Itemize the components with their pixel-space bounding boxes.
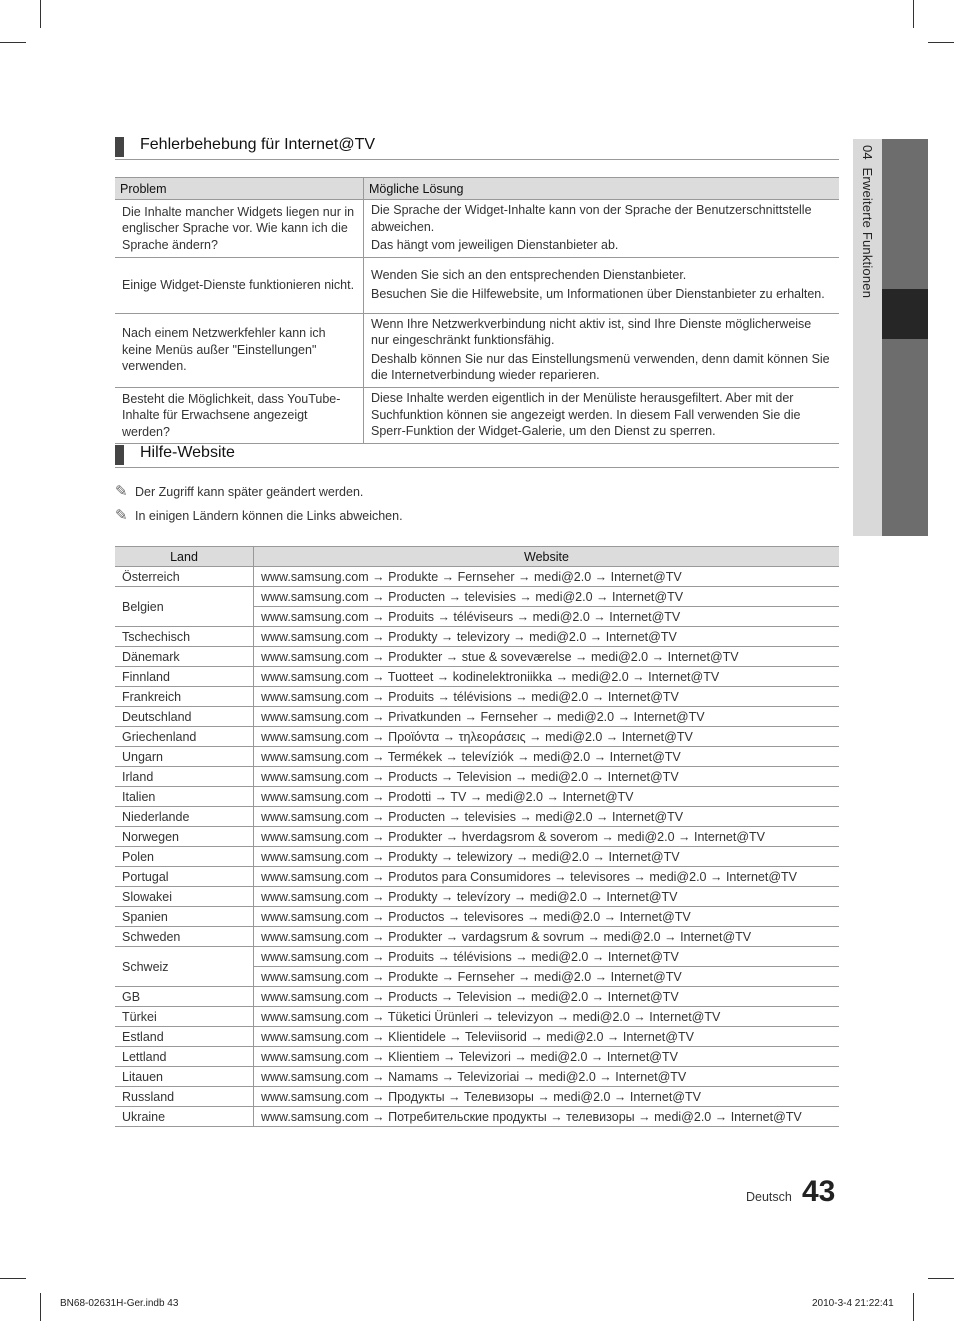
solution-cell bbox=[364, 313, 840, 387]
troubleshooting-table bbox=[115, 177, 839, 444]
website-path-cell: www.samsung.com → Klientidele → Televiisorid → medi@2.0 → Internet@TV bbox=[254, 1027, 840, 1047]
solution-text: Wenden Sie sich an den entsprechenden Dienstanbieter. bbox=[371, 268, 687, 282]
country-cell: GB bbox=[115, 987, 254, 1007]
website-path-cell: www.samsung.com → Produkte → Fernseher → medi@2.0 → Internet@TV bbox=[254, 567, 840, 587]
section-title: Fehlerbehebung für Internet@TV bbox=[140, 136, 376, 153]
section-title: Hilfe-Website bbox=[140, 444, 235, 461]
table-header-row bbox=[115, 547, 839, 567]
table-row bbox=[115, 587, 839, 607]
website-path-cell: www.samsung.com → Produits → télévisions → medi@2.0 → Internet@TV bbox=[254, 947, 840, 967]
solution-text: Besuchen Sie die Hilfewebsite, um Informationen über Dienstanbieter zu erhalten. bbox=[371, 286, 825, 301]
solution-text: Wenn Ihre Netzwerkverbindung nicht aktiv ist, sind Ihre Dienste möglicherweise nur eingeschränkt funktionsfähig. bbox=[371, 316, 812, 347]
website-path-cell: www.samsung.com → Produits → télévisions → medi@2.0 → Internet@TV bbox=[254, 687, 840, 707]
table-row bbox=[115, 707, 839, 727]
crop-mark bbox=[913, 0, 914, 28]
table-row bbox=[115, 847, 839, 867]
country-cell: Niederlande bbox=[115, 807, 254, 827]
country-cell: Italien bbox=[115, 787, 254, 807]
section-heading-help-website bbox=[115, 445, 839, 468]
chapter-side-tab bbox=[853, 139, 954, 536]
chapter-number: 04 bbox=[860, 145, 875, 160]
website-path-cell: www.samsung.com → Products → Television → medi@2.0 → Internet@TV bbox=[254, 767, 840, 787]
heading-bar bbox=[115, 445, 124, 465]
table-row bbox=[115, 787, 839, 807]
website-path-cell: www.samsung.com → Produkty → televízory → medi@2.0 → Internet@TV bbox=[254, 887, 840, 907]
table-row bbox=[115, 1007, 839, 1027]
table-row bbox=[115, 947, 839, 967]
crop-mark bbox=[913, 1293, 914, 1321]
website-path-cell: www.samsung.com → Products → Television → medi@2.0 → Internet@TV bbox=[254, 987, 840, 1007]
solution-text: Das hängt vom jeweiligen Dienstanbieter ab. bbox=[371, 238, 619, 252]
country-cell: Tschechisch bbox=[115, 627, 254, 647]
crop-mark bbox=[0, 1278, 26, 1279]
help-websites-table bbox=[115, 546, 839, 1127]
table-row bbox=[115, 807, 839, 827]
website-path-cell: www.samsung.com → Privatkunden → Fernseher → medi@2.0 → Internet@TV bbox=[254, 707, 840, 727]
table-row bbox=[115, 1087, 839, 1107]
website-path-cell: www.samsung.com → Produkte → Fernseher → medi@2.0 → Internet@TV bbox=[254, 967, 840, 987]
solution-cell bbox=[364, 200, 840, 258]
problem-cell: Nach einem Netzwerkfehler kann ich keine Menüs außer "Einstellungen" verwenden. bbox=[115, 313, 364, 387]
note-text: In einigen Ländern können die Links abweichen. bbox=[135, 509, 403, 523]
website-path-cell: www.samsung.com → Klientiem → Televizori → medi@2.0 → Internet@TV bbox=[254, 1047, 840, 1067]
table-row bbox=[115, 827, 839, 847]
country-cell: Norwegen bbox=[115, 827, 254, 847]
website-path-cell: www.samsung.com → Termékek → televíziók → medi@2.0 → Internet@TV bbox=[254, 747, 840, 767]
solution-text: Die Sprache der Widget-Inhalte kann von der Sprache der Benutzerschnittstelle abweichen. bbox=[371, 203, 812, 234]
note-text: Der Zugriff kann später geändert werden. bbox=[135, 485, 364, 499]
website-path-cell: www.samsung.com → Produtos para Consumidores → televisores → medi@2.0 → Internet@TV bbox=[254, 867, 840, 887]
website-path-cell: www.samsung.com → Produkter → vardagsrum & sovrum → medi@2.0 → Internet@TV bbox=[254, 927, 840, 947]
country-cell: Ukraine bbox=[115, 1107, 254, 1127]
chapter-title: Erweiterte Funktionen bbox=[860, 167, 875, 299]
column-header-country: Land bbox=[115, 547, 254, 567]
table-row bbox=[115, 907, 839, 927]
website-path-cell: www.samsung.com → Producten → televisies → medi@2.0 → Internet@TV bbox=[254, 807, 840, 827]
crop-mark bbox=[0, 42, 26, 43]
column-header-solution: Mögliche Lösung bbox=[364, 178, 840, 200]
table-row bbox=[115, 387, 839, 444]
chapter-label bbox=[860, 145, 875, 298]
table-row bbox=[115, 1067, 839, 1087]
table-row bbox=[115, 627, 839, 647]
country-cell: Belgien bbox=[115, 587, 254, 627]
table-row bbox=[115, 867, 839, 887]
country-cell: Österreich bbox=[115, 567, 254, 587]
country-cell: Slowakei bbox=[115, 887, 254, 907]
note bbox=[115, 506, 403, 524]
website-rows bbox=[115, 567, 839, 1127]
website-path-cell: www.samsung.com → Продукты → Телевизоры → medi@2.0 → Internet@TV bbox=[254, 1087, 840, 1107]
country-cell: Frankreich bbox=[115, 687, 254, 707]
table-row bbox=[115, 887, 839, 907]
country-cell: Spanien bbox=[115, 907, 254, 927]
crop-mark bbox=[40, 0, 41, 28]
country-cell: Irland bbox=[115, 767, 254, 787]
website-path-cell: www.samsung.com → Prodotti → TV → medi@2.0 → Internet@TV bbox=[254, 787, 840, 807]
problem-cell: Einige Widget-Dienste funktionieren nicht. bbox=[115, 257, 364, 313]
website-path-cell: www.samsung.com → Namams → Televizoriai → medi@2.0 → Internet@TV bbox=[254, 1067, 840, 1087]
table-row bbox=[115, 687, 839, 707]
website-path-cell: www.samsung.com → Потребительские продукты → телевизоры → medi@2.0 → Internet@TV bbox=[254, 1107, 840, 1127]
country-cell: Dänemark bbox=[115, 647, 254, 667]
country-cell: Lettland bbox=[115, 1047, 254, 1067]
website-path-cell: www.samsung.com → Προϊόντα → τηλεοράσεις → medi@2.0 → Internet@TV bbox=[254, 727, 840, 747]
country-cell: Schweden bbox=[115, 927, 254, 947]
solution-text: Deshalb können Sie nur das Einstellungsmenü verwenden, denn damit können Sie die Internetverbindung wieder reparieren. bbox=[371, 351, 830, 382]
country-cell: Polen bbox=[115, 847, 254, 867]
website-path-cell: www.samsung.com → Productos → televisores → medi@2.0 → Internet@TV bbox=[254, 907, 840, 927]
solution-text: Diese Inhalte werden eigentlich in der Menüliste herausgefiltert. Aber mit der Suchfunktion können sie angezeigt werden. In diesem Fall verwenden Sie die Sperr-Funktion der Widget-Galerie, um den Dienst zu sperren. bbox=[371, 391, 801, 438]
crop-mark bbox=[40, 1293, 41, 1321]
country-cell: Türkei bbox=[115, 1007, 254, 1027]
website-path-cell: www.samsung.com → Tüketici Ürünleri → televizyon → medi@2.0 → Internet@TV bbox=[254, 1007, 840, 1027]
table-row bbox=[115, 1107, 839, 1127]
website-path-cell: www.samsung.com → Produkter → hverdagsrom & soverom → medi@2.0 → Internet@TV bbox=[254, 827, 840, 847]
pencil-note-icon: ✎ bbox=[115, 483, 128, 500]
print-file-info: BN68-02631H-Ger.indb 43 bbox=[60, 1298, 179, 1309]
table-row bbox=[115, 1027, 839, 1047]
table-row bbox=[115, 200, 839, 258]
table-row bbox=[115, 927, 839, 947]
page-number: 43 bbox=[802, 1175, 836, 1208]
website-path-cell: www.samsung.com → Produkty → televizory → medi@2.0 → Internet@TV bbox=[254, 627, 840, 647]
country-cell: Schweiz bbox=[115, 947, 254, 987]
website-path-cell: www.samsung.com → Producten → televisies → medi@2.0 → Internet@TV bbox=[254, 587, 840, 607]
solution-cell bbox=[364, 257, 840, 313]
table-row bbox=[115, 647, 839, 667]
table-row bbox=[115, 1047, 839, 1067]
website-path-cell: www.samsung.com → Produits → téléviseurs → medi@2.0 → Internet@TV bbox=[254, 607, 840, 627]
side-tab-active-marker bbox=[882, 289, 928, 339]
heading-bar bbox=[115, 137, 124, 157]
table-row bbox=[115, 727, 839, 747]
country-cell: Griechenland bbox=[115, 727, 254, 747]
solution-cell bbox=[364, 387, 840, 444]
note bbox=[115, 482, 363, 500]
country-cell: Russland bbox=[115, 1087, 254, 1107]
print-date-info: 2010-3-4 21:22:41 bbox=[812, 1298, 894, 1309]
column-header-problem: Problem bbox=[115, 178, 364, 200]
country-cell: Finnland bbox=[115, 667, 254, 687]
table-row bbox=[115, 747, 839, 767]
table-row bbox=[115, 257, 839, 313]
table-row bbox=[115, 767, 839, 787]
country-cell: Portugal bbox=[115, 867, 254, 887]
section-heading-troubleshooting bbox=[115, 137, 839, 160]
website-path-cell: www.samsung.com → Produkty → telewizory → medi@2.0 → Internet@TV bbox=[254, 847, 840, 867]
country-cell: Litauen bbox=[115, 1067, 254, 1087]
country-cell: Deutschland bbox=[115, 707, 254, 727]
table-row bbox=[115, 667, 839, 687]
country-cell: Estland bbox=[115, 1027, 254, 1047]
pencil-note-icon: ✎ bbox=[115, 507, 128, 524]
crop-mark bbox=[928, 1278, 954, 1279]
problem-cell: Die Inhalte mancher Widgets liegen nur in englischer Sprache vor. Wie kann ich die Sprache ändern? bbox=[115, 200, 364, 258]
problem-cell: Besteht die Möglichkeit, dass YouTube-Inhalte für Erwachsene angezeigt werden? bbox=[115, 387, 364, 444]
table-row bbox=[115, 567, 839, 587]
footer-language: Deutsch bbox=[746, 1190, 792, 1204]
website-path-cell: www.samsung.com → Produkter → stue & soveværelse → medi@2.0 → Internet@TV bbox=[254, 647, 840, 667]
website-path-cell: www.samsung.com → Tuotteet → kodinelektroniikka → medi@2.0 → Internet@TV bbox=[254, 667, 840, 687]
country-cell: Ungarn bbox=[115, 747, 254, 767]
table-row bbox=[115, 313, 839, 387]
column-header-website: Website bbox=[254, 547, 840, 567]
crop-mark bbox=[928, 42, 954, 43]
table-row bbox=[115, 987, 839, 1007]
table-header-row bbox=[115, 178, 839, 200]
